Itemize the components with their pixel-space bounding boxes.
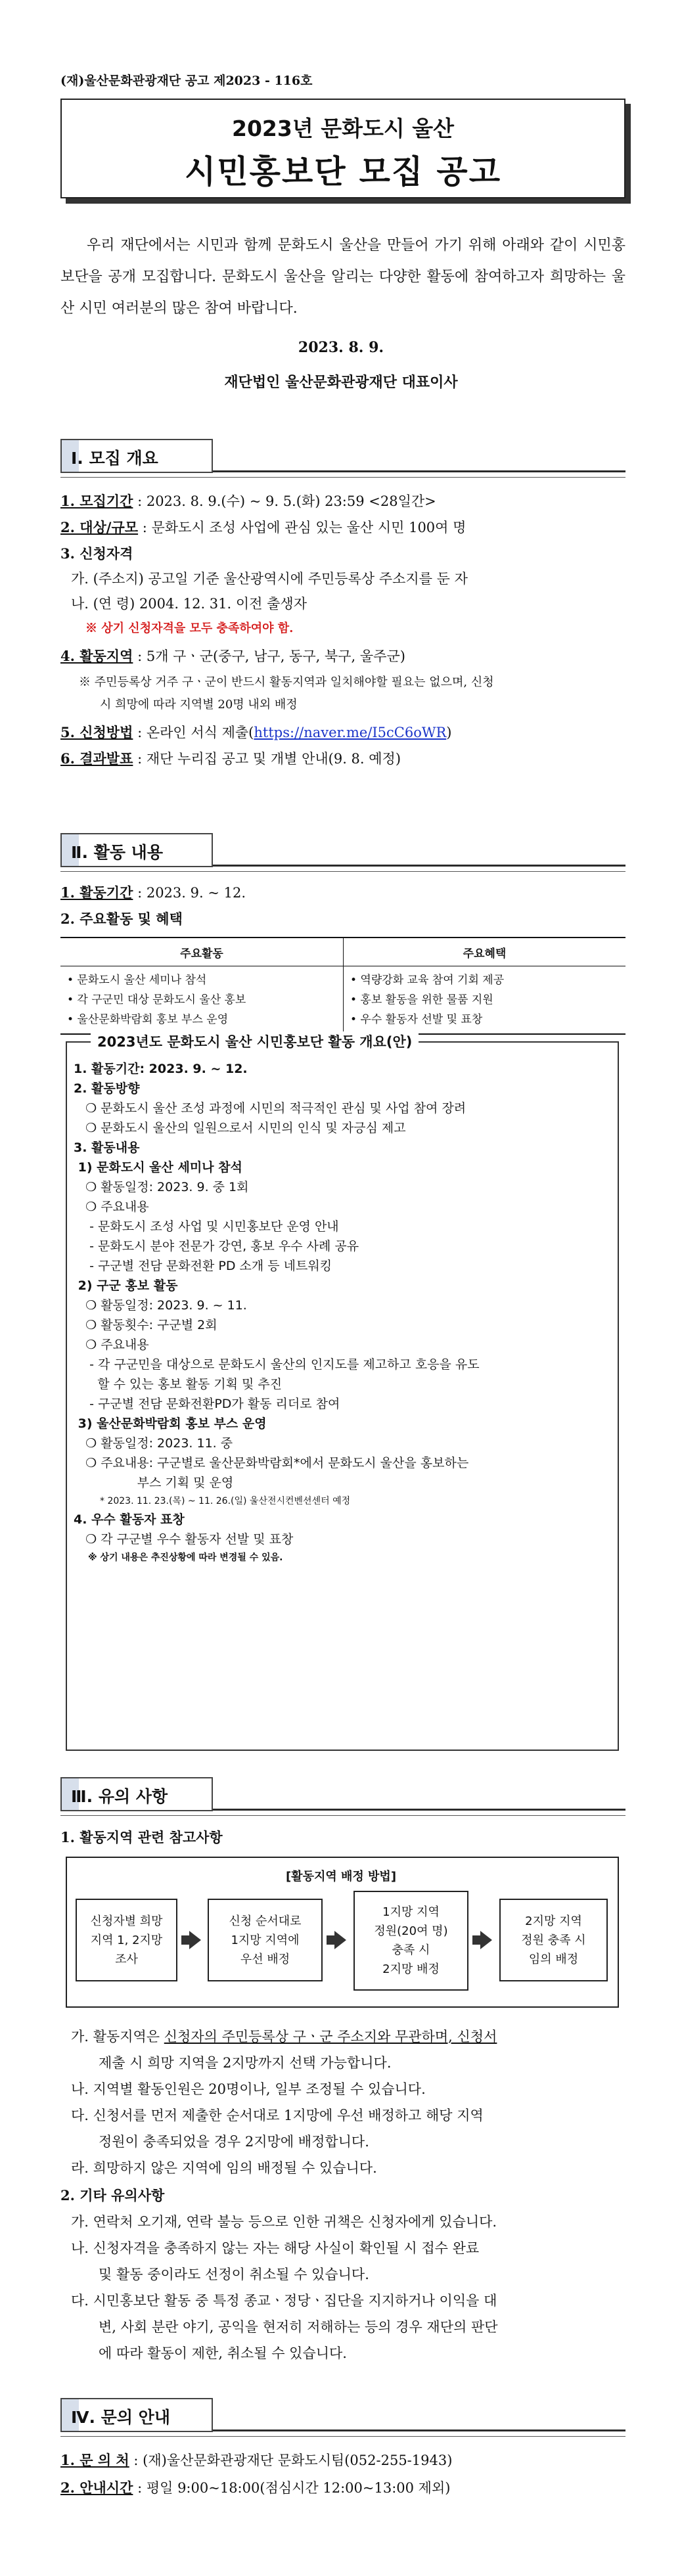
overview-line: 2) 구군 홍보 활동 [74,1278,178,1293]
section-2-rule [213,865,625,867]
title-line-2: 시민홍보단 모집 공고 [184,153,502,191]
s1-item-6-value: : 재단 누리집 공고 및 개별 안내(9. 8. 예정) [137,751,401,767]
s1-item-4-note-1: ※ 주민등록상 거주 구ㆍ군이 반드시 활동지역과 일치해야할 필요는 없으며, 신청 [79,675,494,689]
section-1-header [60,439,213,473]
section-3-rule-thin [60,1815,625,1816]
s3-item-1: 1. 활동지역 관련 참고사항 [60,1829,223,1845]
benefit-item: • 우수 활동자 선발 및 표창 [350,1013,483,1026]
overview-line: ❍ 주요내용 [74,1200,149,1214]
flow-arrow-1-body [181,1935,189,1945]
activity-item: • 문화도시 울산 세미나 참석 [67,974,207,987]
s1-item-5 [60,721,451,744]
s3-2-da-cont-1: 변, 사회 분란 야기, 공익을 현저히 저해하는 등의 경우 재단의 판단 [99,2319,498,2335]
section-3-title: Ⅲ. 유의 사항 [71,1787,168,1806]
s2-item-1 [60,882,246,904]
s3-2-da: 다. 시민홍보단 활동 중 특정 종교ㆍ정당ㆍ집단을 지지하거나 이익을 대 [71,2293,497,2309]
s3-1-da: 다. 신청서를 먼저 제출한 순서대로 1지망에 우선 배정하고 해당 지역 [71,2108,484,2123]
overview-line: ❍ 주요내용: 구군별로 울산문화박람회*에서 문화도시 울산을 홍보하는 [74,1456,469,1470]
overview-line: ❍ 활동일정: 2023. 9. ~ 11. [74,1298,247,1313]
s4-item-1 [60,2449,452,2472]
activity-item: • 각 구군민 대상 문화도시 울산 홍보 [67,993,246,1006]
overview-line: - 각 구군민을 대상으로 문화도시 울산의 인지도를 제고하고 호응을 유도 [74,1357,480,1372]
overview-line: - 문화도시 조성 사업 및 시민홍보단 운영 안내 [74,1219,339,1234]
s2-item-1-label: 1. 활동기간 [60,884,133,901]
flow-step-1: 신청자별 희망 지역 1, 2지망 조사 [76,1899,177,1981]
s4-item-2-value: : 평일 9:00~18:00(점심시간 12:00~13:00 제외) [137,2480,451,2496]
section-1-title: Ⅰ. 모집 개요 [71,449,158,468]
flow-arrow-2-body [327,1935,334,1945]
benefit-item: • 홍보 활동을 위한 물품 지원 [350,993,493,1006]
overview-line: ❍ 각 구군별 우수 활동자 선발 및 표창 [74,1532,294,1547]
s3-1-ga-underline: 신청자의 주민등록상 구ㆍ군 주소지와 무관하며, 신청서 [164,2029,497,2045]
s4-item-2 [60,2477,450,2499]
flow-step-2: 신청 순서대로 1지망 지역에 우선 배정 [208,1899,323,1981]
s1-item-3a: 가. (주소지) 공고일 기준 울산광역시에 주민등록상 주소지를 둔 자 [71,571,468,587]
s1-item-4-label: 4. 활동지역 [60,648,133,664]
s2-item-2: 2. 주요활동 및 혜택 [60,911,183,927]
application-form-link[interactable]: https://naver.me/I5cC6oWR [254,725,447,740]
s1-item-5-label: 5. 신청방법 [60,724,133,740]
s1-item-2-value: : 문화도시 조성 사업에 관심 있는 울산 시민 100여 명 [142,520,466,535]
s1-item-1 [60,490,436,512]
overview-line: ❍ 활동일정: 2023. 11. 중 [74,1436,233,1451]
overview-line: 2. 활동방향 [74,1081,140,1096]
flow-step-4: 2지망 지역 정원 충족 시 임의 배정 [499,1899,608,1981]
s3-2-na-cont: 및 활동 중이라도 선정이 취소될 수 있습니다. [99,2267,369,2282]
section-3-rule [213,1809,625,1811]
notice-number: (재)울산문화관광재단 공고 제2023 - 116호 [60,74,313,88]
activities-cell [60,966,344,1035]
s3-2-na: 나. 신청자격을 충족하지 않는 자는 해당 사실이 확인될 시 접수 완료 [71,2240,480,2256]
s1-item-1-label: 1. 모집기간 [60,493,133,509]
s1-item-4-note-2: 시 희망에 따라 지역별 20명 내외 배정 [100,698,298,712]
s1-item-1-value: : 2023. 8. 9.(수) ~ 9. 5.(화) 23:59 <28일간> [137,493,436,509]
overview-line: ❍ 활동횟수: 구군별 2회 [74,1318,217,1332]
s1-item-5-value: : 온라인 서식 제출( [137,725,254,740]
section-2-header [60,833,213,867]
overview-line: 1) 문화도시 울산 세미나 참석 [74,1160,242,1175]
s3-1-na: 나. 지역별 활동인원은 20명이나, 일부 조정될 수 있습니다. [71,2081,426,2097]
overview-line: - 구군별 전담 문화전환 PD 소개 등 네트워킹 [74,1259,332,1273]
overview-line: 4. 우수 활동자 표창 [74,1512,185,1527]
s1-item-6 [60,748,401,770]
flow-step-3: 1지망 지역 정원(20여 명) 충족 시 2지망 배정 [353,1891,468,1991]
s3-1-ga-text: 가. 활동지역은 [71,2029,164,2045]
table-row [60,966,625,1035]
section-4-rule [213,2429,625,2431]
s1-item-4 [60,645,405,667]
s4-item-2-label: 2. 안내시간 [60,2479,133,2496]
s1-item-2 [60,516,466,539]
flow-arrow-3-body [472,1935,480,1945]
activity-overview-title: 2023년도 문화도시 울산 시민홍보단 활동 개요(안) [91,1031,419,1051]
s1-item-2-label: 2. 대상/규모 [60,519,139,535]
flow-arrow-2 [334,1931,346,1949]
benefit-item: • 역량강화 교육 참여 기회 제공 [350,974,505,987]
s3-2-ga: 가. 연락처 오기재, 연락 불능 등으로 인한 귀책은 신청자에게 있습니다. [71,2214,497,2230]
activities-benefits-table [60,937,625,1035]
s1-item-6-label: 6. 결과발표 [60,750,133,767]
s4-item-1-value: : (재)울산문화관광재단 문화도시팀(052-255-1943) [133,2452,453,2468]
s3-1-da-cont: 정원이 충족되었을 경우 2지망에 배정합니다. [99,2134,369,2150]
benefits-cell [344,966,626,1035]
section-2-rule-thin [60,871,625,872]
s1-item-3-label: 3. 신청자격 [60,545,133,562]
section-4-rule-thin [60,2436,625,2437]
overview-line: 할 수 있는 홍보 활동 기획 및 추진 [74,1377,283,1391]
overview-line: ❍ 주요내용 [74,1338,149,1352]
overview-line: ❍ 문화도시 울산의 일원으로서 시민의 인식 및 자긍심 제고 [74,1121,406,1135]
intro-paragraph: 우리 재단에서는 시민과 함께 문화도시 울산을 만들어 가기 위해 아래와 같이 시민홍보단을 공개 모집합니다. 문화도시 울산을 알리는 다양한 활동에 참여하고자 희망하는 울산 시민 여러분의 많은 참여 바랍니다. [60,237,625,317]
overview-line: - 문화도시 분야 전문가 강연, 홍보 우수 사례 공유 [74,1239,359,1254]
overview-note: ※ 상기 내용은 추진상황에 따라 변경될 수 있음. [88,1552,283,1563]
section-3-header [60,1777,213,1811]
overview-line: 1. 활동기간: 2023. 9. ~ 12. [74,1062,248,1076]
s1-item-4-value: : 5개 구ㆍ군(중구, 남구, 동구, 북구, 울주군) [137,648,405,664]
title-box [60,99,625,198]
s1-item-3-note: ※ 상기 신청자격을 모두 충족하여야 함. [85,621,294,635]
overview-line: 3. 활동내용 [74,1141,140,1155]
s3-item-2: 2. 기타 유의사항 [60,2187,165,2203]
assignment-flow-title: [활동지역 배정 방법] [285,1870,397,1884]
issuer: 재단법인 울산문화관광재단 대표이사 [224,374,458,391]
table-header-activities: 주요활동 [60,938,344,966]
s1-item-3b: 나. (연 령) 2004. 12. 31. 이전 출생자 [71,596,307,612]
activity-item: • 울산문화박람회 홍보 부스 운영 [67,1013,229,1026]
table-header-benefits: 주요혜택 [344,938,626,966]
flow-arrow-3 [480,1931,492,1949]
section-1-rule-thin [60,477,625,478]
s4-item-1-label: 1. 문 의 처 [60,2452,129,2468]
title-line-1: 2023년 문화도시 울산 [232,116,454,141]
s1-item-5-end: ) [446,725,452,740]
overview-line: ❍ 활동일정: 2023. 9. 중 1회 [74,1180,249,1194]
s3-1-ra: 라. 희망하지 않은 지역에 임의 배정될 수 있습니다. [71,2160,377,2176]
section-4-header [60,2398,213,2432]
activity-overview-body [74,1059,612,1566]
s3-2-da-cont-2: 에 따라 활동이 제한, 취소될 수 있습니다. [99,2345,347,2361]
notice-date: 2023. 8. 9. [298,339,384,356]
section-4-title: Ⅳ. 문의 안내 [71,2408,170,2427]
overview-line: ❍ 문화도시 울산 조성 과정에 시민의 적극적인 관심 및 사업 참여 장려 [74,1101,466,1116]
s3-1-ga-cont: 제출 시 희망 지역을 2지망까지 선택 가능합니다. [99,2055,392,2071]
flow-arrow-1 [189,1931,201,1949]
s2-item-1-value: : 2023. 9. ~ 12. [137,885,246,901]
section-2-title: Ⅱ. 활동 내용 [71,843,163,862]
overview-line: - 구군별 전담 문화전환PD가 활동 리더로 참여 [74,1397,340,1411]
overview-footnote: * 2023. 11. 23.(목) ~ 11. 26.(일) 울산전시컨벤션센터 예정 [100,1496,351,1506]
overview-line: 부스 기획 및 운영 [74,1476,234,1490]
table-header-row [60,938,625,966]
overview-line: 3) 울산문화박람회 홍보 부스 운영 [74,1416,267,1431]
s3-1-ga [71,2025,497,2048]
section-1-rule [213,470,625,472]
